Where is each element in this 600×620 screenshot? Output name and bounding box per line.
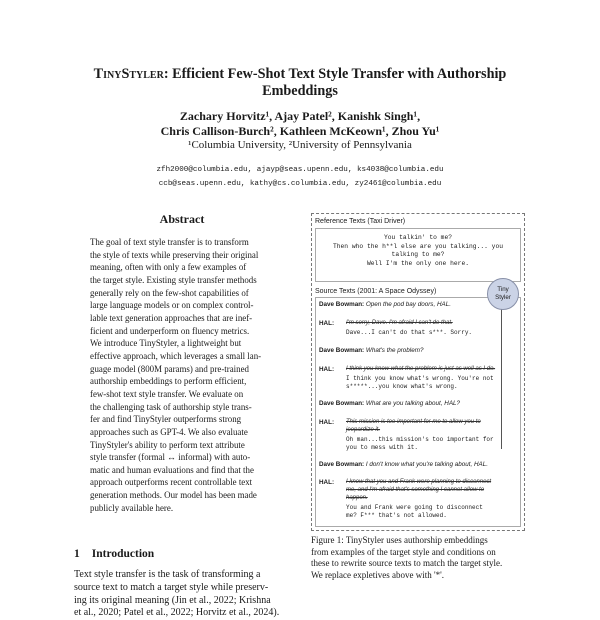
hal-label: HAL:: [319, 366, 335, 373]
dave-turn: [319, 347, 423, 355]
hal-output-line: you to mess with it.: [346, 444, 419, 451]
abstract-line: meaning, often with only a few examples of: [90, 262, 247, 273]
abstract-line: the style of texts while preserving their original: [90, 249, 259, 260]
abstract-line: approaches such as GPT-4. We also evaluate: [90, 426, 248, 437]
intro-body: [74, 569, 296, 620]
reference-line: Then who the h**l else are you talking... you: [332, 242, 504, 250]
reference-texts-header: Reference Texts (Taxi Driver): [315, 218, 406, 225]
abstract-line: the target style. Existing style transfer methods: [90, 274, 257, 285]
author-list: [40, 109, 560, 138]
title-line1-rest: : Efficient Few-Shot Text Style Transfer with Authorship: [163, 66, 507, 82]
reference-line: Well I'm the only one here.: [366, 259, 470, 267]
abstract-line: generation methods. Our model has been made: [90, 490, 257, 501]
intro-line: et al., 2020; Patel et al., 2022; Horvitz et al., 2024).: [74, 607, 280, 619]
hal-output-line: You and Frank were going to disconnect: [346, 504, 483, 511]
source-texts-box: [315, 297, 521, 527]
dave-line: I don't know what you're talking about, HAL.: [365, 461, 489, 468]
reference-line: You talkin' to me?: [383, 234, 453, 241]
title-line2: Embeddings: [262, 83, 338, 99]
abstract-line: generally rely on the few-shot capabilities of: [90, 287, 249, 298]
dave-label: Dave Bowman:: [319, 461, 365, 468]
hal-label: HAL:: [319, 419, 335, 426]
figure-1: [311, 213, 525, 531]
intro-section-number: 1: [74, 548, 80, 560]
abstract-line: approach outperforms recent controllable text: [90, 477, 253, 488]
email-line2: ccb@seas.upenn.edu, kathy@cs.columbia.edu, zy2461@columbia.edu: [158, 179, 442, 188]
authors-line1: Zachary Horvitz¹, Ajay Patel², Kanishk Singh¹,: [179, 109, 421, 123]
title-model-name: TinyStyler: [93, 66, 164, 82]
dave-turn: [319, 301, 451, 309]
hal-source-line: This mission is too important for me to allow you to: [346, 419, 481, 425]
dave-turn: [319, 461, 488, 469]
hal-source-line: me, and I'm afraid that's something I cannot allow to: [346, 487, 485, 493]
hal-source-line: I know that you and Frank were planning to disconnect: [346, 479, 492, 485]
abstract-line: style transfer (formal ↔ informal) with auto-: [90, 452, 251, 463]
hal-label: HAL:: [319, 320, 335, 327]
hal-output-line: Oh man...this mission's too important for: [346, 436, 494, 443]
abstract-line: few-shot text style transfer. We evaluate on: [90, 388, 244, 399]
dave-label: Dave Bowman:: [319, 301, 365, 308]
authors-line2: Chris Callison-Burch², Kathleen McKeown¹, Zhou Yu¹: [160, 123, 440, 138]
email-line1: zfh2000@columbia.edu, ajayp@seas.upenn.edu, ks4038@columbia.edu: [156, 166, 444, 174]
hal-output-line: I think you know what's wrong. You're not: [346, 375, 494, 382]
dave-label: Dave Bowman:: [319, 347, 365, 354]
reference-line: talking to me?: [391, 251, 445, 258]
abstract-line: fer and find TinyStyler outperforms strong: [90, 414, 242, 425]
tinystyler-badge: [487, 278, 519, 310]
affiliations: ¹Columbia University, ²University of Pennsylvania: [188, 139, 412, 151]
intro-section-title: Introduction: [91, 548, 155, 560]
abstract-line: guage model (800M params) and pre-trained: [90, 363, 249, 374]
hal-source-line: jeopardize it.: [346, 427, 381, 433]
paper-title: [40, 66, 560, 100]
dave-turn: [319, 400, 460, 408]
hal-output-line: s*****...you know what's wrong.: [346, 383, 458, 390]
caption-line: from examples of the target style and conditions on: [311, 546, 496, 557]
badge-arrow-line: [501, 309, 502, 449]
caption-line: We replace expletives above with '*'.: [311, 569, 444, 580]
abstract-heading: Abstract: [159, 212, 205, 226]
abstract-line: lable text generation approaches that are inef-: [90, 312, 253, 323]
abstract-line: The goal of text style transfer is to transform: [90, 237, 249, 247]
badge-line1: Tiny: [497, 286, 509, 293]
intro-heading: [74, 548, 166, 560]
hal-output-line: Dave...I can't do that s***. Sorry.: [346, 329, 473, 336]
hal-source-line: I'm sorry, Dave. I'm afraid I can't do that.: [346, 320, 453, 326]
abstract-line: authorship embeddings to perform efficient,: [90, 376, 247, 387]
abstract-line: publicly available here.: [90, 502, 174, 513]
hal-source-line: happen.: [346, 495, 368, 501]
badge-line2: Styler: [495, 294, 511, 301]
hal-source-line: I think you know what the problem is just as well as I do.: [346, 366, 496, 372]
reference-texts-box: [315, 228, 521, 282]
figure-caption: [311, 535, 523, 581]
abstract-line: We introduce TinyStyler, a lightweight but: [90, 338, 242, 349]
hal-output-line: me? F*** that's not allowed.: [346, 512, 447, 519]
abstract-line: matic and human evaluations and find that the: [90, 464, 254, 475]
caption-line: these to rewrite source texts to match the target style.: [311, 558, 503, 569]
dave-line: Open the pod bay doors, HAL.: [365, 301, 451, 308]
dave-label: Dave Bowman:: [319, 400, 365, 407]
hal-label: HAL:: [319, 479, 335, 486]
abstract-line: ficient and underperform on fluency metrics.: [90, 325, 250, 336]
caption-line: Figure 1: TinyStyler uses authorship embeddings: [311, 535, 488, 545]
email-list: [40, 164, 560, 191]
source-texts-header: Source Texts (2001: A Space Odyssey): [315, 288, 437, 295]
abstract-line: TinyStyler's ability to perform text attribute: [90, 439, 245, 450]
abstract-body: [90, 236, 280, 514]
abstract-line: effective approach, which leverages a small lan-: [90, 350, 262, 361]
intro-line: Text style transfer is the task of transforming a: [74, 569, 261, 580]
intro-line: source text to match a target style while preserv-: [74, 581, 269, 593]
abstract-line: the challenging task of authorship style trans-: [90, 401, 252, 412]
dave-line: What are you talking about, HAL?: [365, 400, 461, 407]
abstract-line: large language models or on complex control-: [90, 300, 254, 311]
dave-line: What's the problem?: [365, 347, 424, 354]
intro-line: ing its original meaning (Jin et al., 2022; Krishna: [74, 594, 271, 606]
